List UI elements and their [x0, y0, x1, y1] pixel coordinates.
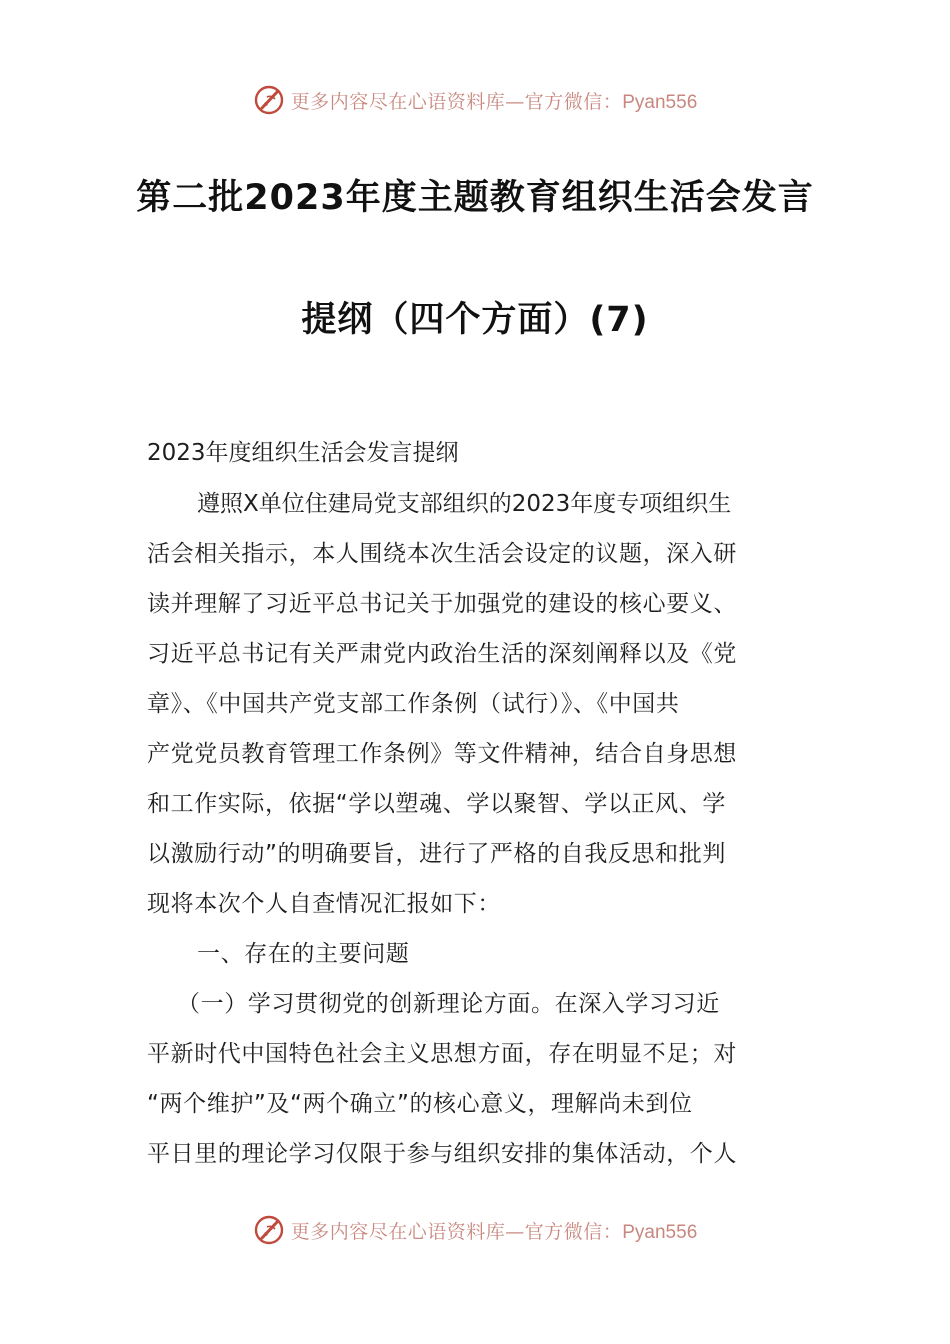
header-watermark — [0, 80, 950, 120]
paragraph-line: 章》、《中国共产党支部工作条例（试行）》、《中国共 — [147, 691, 680, 717]
pen-logo-icon — [253, 1213, 287, 1247]
section-heading: 一、存在的主要问题 — [197, 941, 410, 967]
paragraph-line: 读并理解了习近平总书记关于加强党的建设的核心要义、 — [147, 591, 737, 617]
paragraph-line: “两个维护”及“两个确立”的核心意义，理解尚未到位 — [147, 1091, 693, 1117]
paragraph-line: 遵照X单位住建局党支部组织的2023年度专项组织生 — [197, 491, 732, 517]
paragraph-line: 以激励行动”的明确要旨，进行了严格的自我反思和批判 — [147, 841, 726, 867]
footer-watermark — [0, 1210, 950, 1250]
watermark-wechat-id: Pyan556 — [622, 91, 698, 113]
paragraph-line: 平新时代中国特色社会主义思想方面，存在明显不足；对 — [147, 1041, 737, 1067]
paragraph-line: 习近平总书记有关严肃党内政治生活的深刻阐释以及《党 — [147, 641, 737, 667]
watermark-text: 更多内容尽在心语资料库—官方微信：Pyan556 — [290, 90, 698, 113]
document-title-line1: 第二批2023年度主题教育组织生活会发言 — [136, 178, 814, 218]
document-title-line2: 提纲（四个方面）(7) — [301, 300, 649, 340]
pen-logo-icon — [253, 83, 287, 117]
paragraph-line: 现将本次个人自查情况汇报如下： — [147, 891, 501, 917]
paragraph-line: 产党党员教育管理工作条例》等文件精神，结合自身思想 — [147, 741, 737, 767]
paragraph-line: 和工作实际，依据“学以塑魂、学以聚智、学以正风、学 — [147, 791, 726, 817]
paragraph-line: 平日里的理论学习仅限于参与组织安排的集体活动，个人 — [147, 1141, 737, 1167]
watermark-wechat-id: Pyan556 — [622, 1221, 698, 1243]
paragraph-line: 活会相关指示，本人围绕本次生活会设定的议题，深入研 — [147, 541, 737, 567]
watermark-text: 更多内容尽在心语资料库—官方微信：Pyan556 — [290, 1220, 698, 1243]
subtitle-line: 2023年度组织生活会发言提纲 — [147, 440, 459, 466]
paragraph-line: （一）学习贯彻党的创新理论方面。在深入学习习近 — [177, 991, 720, 1017]
